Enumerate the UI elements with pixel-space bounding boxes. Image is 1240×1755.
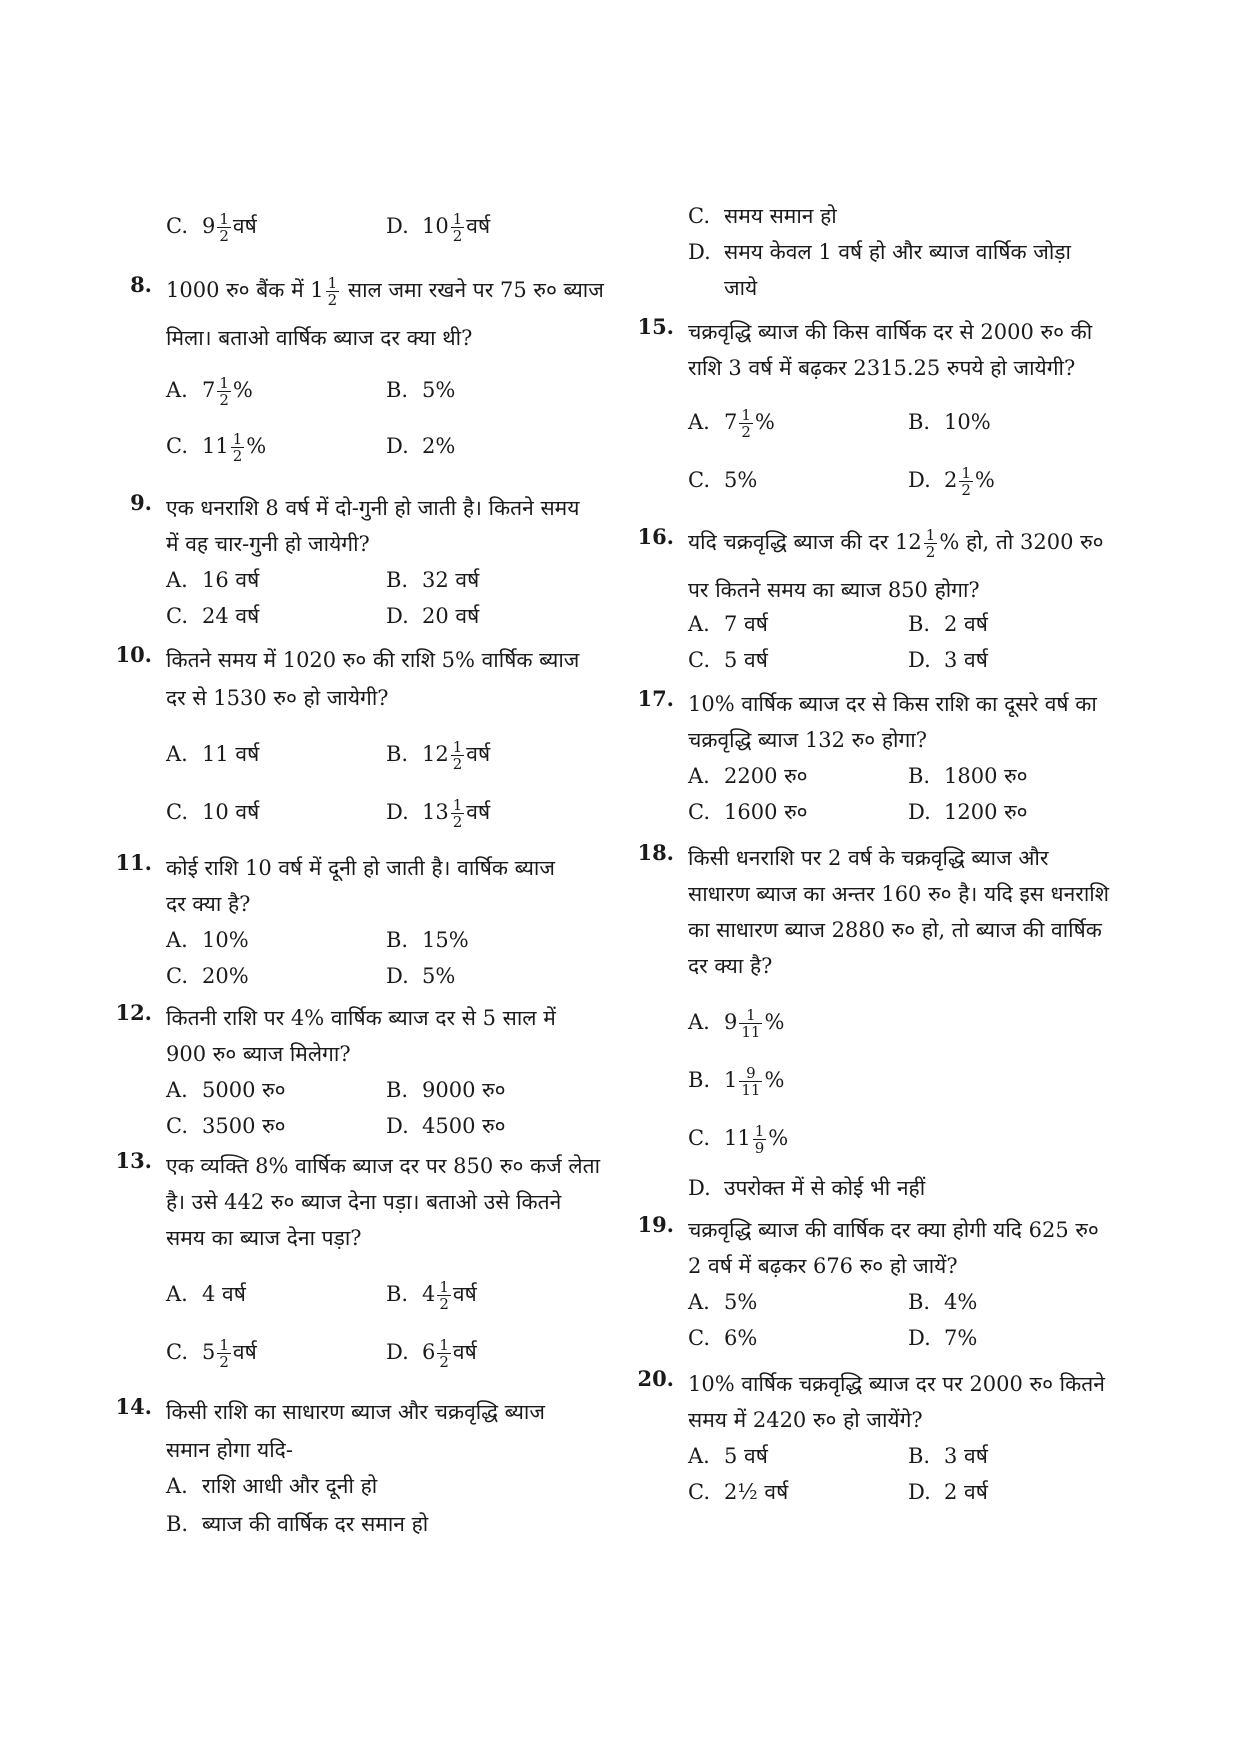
question-text: दर से 1530 रु० हो जायेगी? bbox=[166, 686, 389, 710]
question-text: एक व्यक्ति 8% वार्षिक ब्याज दर पर 850 रु० कर्ज लेता bbox=[166, 1154, 601, 1178]
question-text: किसी धनराशि पर 2 वर्ष के चक्रवृद्धि ब्याज और bbox=[688, 846, 1049, 870]
q20-option-d: D. 2 वर्ष bbox=[908, 1480, 988, 1504]
question-text: 10% वार्षिक ब्याज दर से किस राशि का दूसरे वर्ष का bbox=[688, 692, 1097, 716]
fraction: $\frac{1}{2}$ bbox=[741, 406, 751, 441]
q17-option-b: B. 1800 रु० bbox=[908, 764, 1028, 788]
question-number: 16. bbox=[637, 524, 674, 549]
q11-option-c: C. 20% bbox=[166, 964, 249, 988]
question-number: 17. bbox=[637, 686, 674, 711]
q15-option-a: A. 7 $\frac{1}{2}$ % bbox=[688, 406, 775, 441]
q7-option-c: C. 9 $\frac{1}{2}$ वर्ष bbox=[166, 210, 257, 245]
fraction: $\frac{1}{2}$ bbox=[219, 210, 229, 245]
question-text: यदि चक्रवृद्धि ब्याज की दर 12 $\frac{1}{2}$ % हो, तो 3200 रु० bbox=[688, 526, 1104, 561]
q12-option-d: D. 4500 रु० bbox=[386, 1114, 506, 1138]
q9-option-d: D. 20 वर्ष bbox=[386, 604, 480, 628]
question-number: 11. bbox=[115, 850, 152, 875]
q8-option-c: C. 11 $\frac{1}{2}$ % bbox=[166, 430, 267, 465]
q13-option-a: A. 4 वर्ष bbox=[166, 1282, 246, 1306]
q8-option-a: A. 7 $\frac{1}{2}$ % bbox=[166, 374, 253, 409]
q10-option-b: B. 12 $\frac{1}{2}$ वर्ष bbox=[386, 738, 491, 773]
question-number: 8. bbox=[130, 272, 152, 297]
q11-option-b: B. 15% bbox=[386, 928, 469, 952]
question-number: 19. bbox=[637, 1212, 674, 1237]
fraction: $\frac{1}{2}$ bbox=[219, 374, 229, 409]
q19-option-b: B. 4% bbox=[908, 1290, 978, 1314]
fraction: $\frac{9}{11}$ bbox=[741, 1064, 761, 1099]
question-text: चक्रवृद्धि ब्याज की किस वार्षिक दर से 2000 रु० की bbox=[688, 320, 1093, 344]
q20-option-b: B. 3 वर्ष bbox=[908, 1444, 988, 1468]
question-text: समय का ब्याज देना पड़ा? bbox=[166, 1226, 362, 1250]
q15-option-d: D. 2 $\frac{1}{2}$ % bbox=[908, 464, 995, 499]
question-text: 10% वार्षिक चक्रवृद्धि ब्याज दर पर 2000 रु० कितने bbox=[688, 1372, 1105, 1396]
q16-option-c: C. 5 वर्ष bbox=[688, 648, 768, 672]
question-number: 18. bbox=[637, 840, 674, 865]
fraction: $\frac{1}{2}$ bbox=[219, 1336, 229, 1371]
q16-option-b: B. 2 वर्ष bbox=[908, 612, 988, 636]
q16-option-d: D. 3 वर्ष bbox=[908, 648, 988, 672]
q14-option-d-cont: जाये bbox=[724, 276, 758, 300]
q13-option-d: D. 6 $\frac{1}{2}$ वर्ष bbox=[386, 1336, 477, 1371]
question-text: राशि 3 वर्ष में बढ़कर 2315.25 रुपये हो जायेगी? bbox=[688, 356, 1076, 380]
fraction: $\frac{1}{9}$ bbox=[754, 1122, 765, 1157]
q13-option-c: C. 5 $\frac{1}{2}$ वर्ष bbox=[166, 1336, 257, 1371]
question-number: 15. bbox=[637, 314, 674, 339]
fraction: $\frac{1}{2}$ bbox=[452, 210, 463, 245]
fraction: $\frac{1}{2}$ bbox=[961, 464, 971, 499]
question-text: समान होगा यदि- bbox=[166, 1438, 293, 1462]
q13-option-b: B. 4 $\frac{1}{2}$ वर्ष bbox=[386, 1278, 477, 1313]
q19-option-a: A. 5% bbox=[688, 1290, 758, 1314]
question-text: समय में 2420 रु० हो जायेंगे? bbox=[688, 1408, 923, 1432]
question-number: 20. bbox=[637, 1366, 674, 1391]
fraction: $\frac{1}{2}$ bbox=[439, 1278, 449, 1313]
q15-option-b: B. 10% bbox=[908, 410, 991, 434]
q17-option-c: C. 1600 रु० bbox=[688, 800, 808, 824]
q12-option-a: A. 5000 रु० bbox=[166, 1078, 286, 1102]
q9-option-b: B. 32 वर्ष bbox=[386, 568, 480, 592]
question-text: 2 वर्ष में बढ़कर 676 रु० हो जायें? bbox=[688, 1254, 958, 1278]
question-text: मिला। बताओ वार्षिक ब्याज दर क्या थी? bbox=[166, 326, 473, 350]
question-text: में वह चार-गुनी हो जायेगी? bbox=[166, 532, 370, 556]
fraction: $\frac{1}{2}$ bbox=[925, 526, 936, 561]
question-number: 10. bbox=[115, 642, 152, 667]
q12-option-c: C. 3500 रु० bbox=[166, 1114, 286, 1138]
q11-option-a: A. 10% bbox=[166, 928, 249, 952]
question-text: पर कितने समय का ब्याज 850 होगा? bbox=[688, 578, 980, 602]
question-text: साधारण ब्याज का अन्तर 160 रु० है। यदि इस धनराशि bbox=[688, 882, 1109, 906]
question-text: एक धनराशि 8 वर्ष में दो-गुनी हो जाती है। कितने समय bbox=[166, 496, 580, 520]
question-text: 1000 रु० बैंक में 1 $\frac{1}{2}$ साल जमा रखने पर 75 रु० ब्याज bbox=[166, 274, 604, 309]
question-text: चक्रवृद्धि ब्याज 132 रु० होगा? bbox=[688, 728, 927, 752]
q11-option-d: D. 5% bbox=[386, 964, 456, 988]
q17-option-d: D. 1200 रु० bbox=[908, 800, 1028, 824]
q20-option-c: C. 2½ वर्ष bbox=[688, 1480, 789, 1504]
q8-option-d: D. 2% bbox=[386, 434, 456, 458]
question-text: कितने समय में 1020 रु० की राशि 5% वार्षिक ब्याज bbox=[166, 648, 580, 672]
question-number: 14. bbox=[115, 1394, 152, 1419]
q9-option-a: A. 16 वर्ष bbox=[166, 568, 260, 592]
question-text: कितनी राशि पर 4% वार्षिक ब्याज दर से 5 साल में bbox=[166, 1006, 556, 1030]
question-text: किसी राशि का साधारण ब्याज और चक्रवृद्धि ब्याज bbox=[166, 1400, 545, 1424]
q8-option-b: B. 5% bbox=[386, 378, 456, 402]
fraction: $\frac{1}{2}$ bbox=[232, 430, 243, 465]
question-number: 9. bbox=[130, 490, 152, 515]
q9-option-c: C. 24 वर्ष bbox=[166, 604, 260, 628]
q19-option-c: C. 6% bbox=[688, 1326, 758, 1350]
q17-option-a: A. 2200 रु० bbox=[688, 764, 808, 788]
fraction: $\frac{1}{2}$ bbox=[439, 1336, 449, 1371]
question-number: 12. bbox=[115, 1000, 152, 1025]
q12-option-b: B. 9000 रु० bbox=[386, 1078, 506, 1102]
q20-option-a: A. 5 वर्ष bbox=[688, 1444, 768, 1468]
question-text: कोई राशि 10 वर्ष में दूनी हो जाती है। वार्षिक ब्याज bbox=[166, 856, 555, 880]
q19-option-d: D. 7% bbox=[908, 1326, 978, 1350]
fraction: $\frac{1}{2}$ bbox=[452, 796, 463, 831]
q16-option-a: A. 7 वर्ष bbox=[688, 612, 768, 636]
q10-option-d: D. 13 $\frac{1}{2}$ वर्ष bbox=[386, 796, 491, 831]
fraction: $\frac{1}{2}$ bbox=[452, 738, 463, 773]
question-text: का साधारण ब्याज 2880 रु० हो, तो ब्याज की वार्षिक bbox=[688, 918, 1102, 942]
question-text: दर क्या है? bbox=[688, 954, 773, 978]
q10-option-c: C. 10 वर्ष bbox=[166, 800, 260, 824]
question-text: दर क्या है? bbox=[166, 892, 251, 916]
q7-option-d: D. 10 $\frac{1}{2}$ वर्ष bbox=[386, 210, 491, 245]
fraction: $\frac{1}{11}$ bbox=[741, 1006, 761, 1041]
question-number: 13. bbox=[115, 1148, 152, 1173]
fraction: $\frac{1}{2}$ bbox=[327, 274, 338, 309]
question-text: 900 रु० ब्याज मिलेगा? bbox=[166, 1042, 351, 1066]
question-text: चक्रवृद्धि ब्याज की वार्षिक दर क्या होगी यदि 625 रु० bbox=[688, 1218, 1099, 1242]
q15-option-c: C. 5% bbox=[688, 468, 758, 492]
question-text: है। उसे 442 रु० ब्याज देना पड़ा। बताओ उसे कितने bbox=[166, 1190, 562, 1214]
q10-option-a: A. 11 वर्ष bbox=[166, 742, 260, 766]
